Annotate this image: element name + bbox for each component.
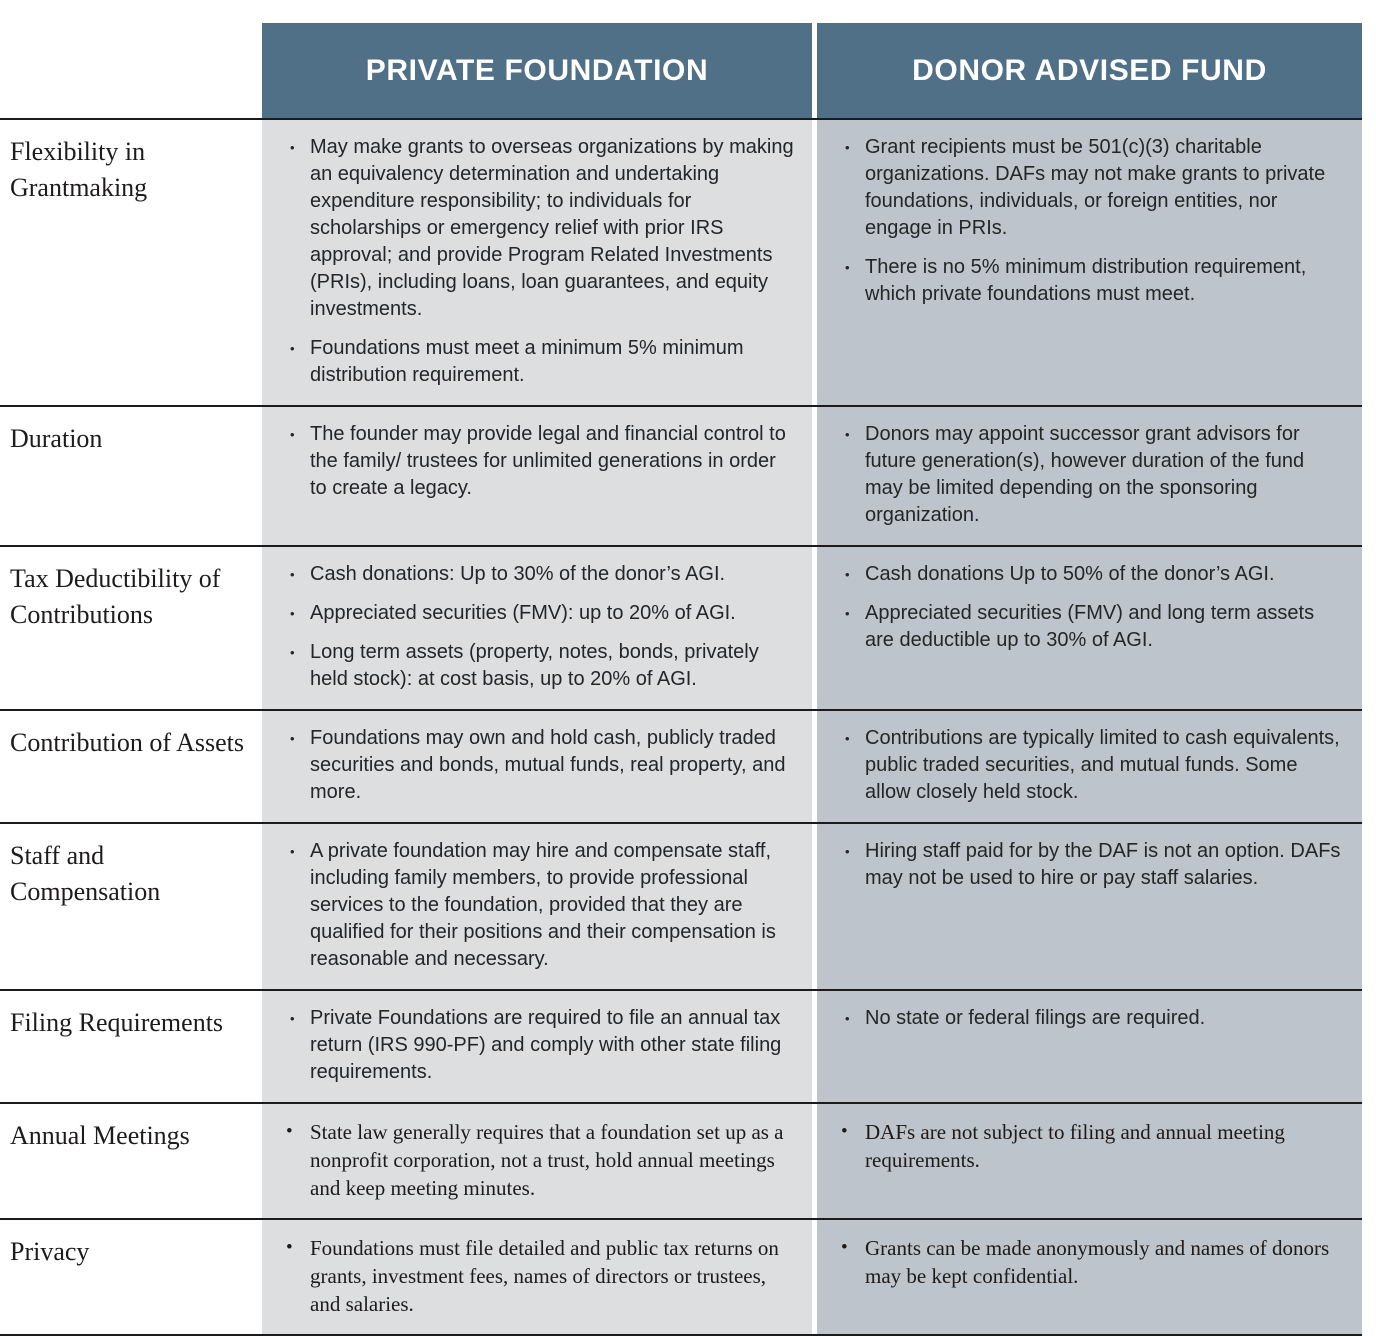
donor-advised-fund-cell [817,1104,1362,1218]
bullet-list [286,561,796,693]
header-donor-advised-fund: DONOR ADVISED FUND [817,23,1362,118]
table-row [0,1218,1362,1334]
table-body [0,118,1362,1336]
bullet-item: • Contributions are typically limited to cash equivalents, public traded securities, and mutual funds. Some allow closely held stock. [841,725,1346,806]
bullet-item: • State law generally requires that a foundation set up as a nonprofit corporation, not a trust, hold annual meetings and keep meeting minutes. [286,1118,796,1202]
table-row [0,822,1362,989]
bullet-list [286,725,796,806]
row-label: Tax Deductibility of Contributions [0,547,262,709]
bullet-item: • May make grants to overseas organizations by making an equivalency determination and undertaking expenditure responsibility; to individuals for scholarships or emergency relief with prior IRS approval; and provide Program Related Investments (PRIs), including loans, loan guarantees, and equity investments. [286,134,796,323]
bullet-item: • Grants can be made anonymously and names of donors may be kept confidential. [841,1234,1346,1290]
table-row [0,709,1362,822]
bullet-list [286,134,796,389]
private-foundation-cell [262,711,812,822]
table-row [0,118,1362,405]
donor-advised-fund-cell [817,824,1362,989]
table-row [0,989,1362,1102]
row-label: Staff and Compensation [0,824,262,989]
bullet-item: • Long term assets (property, notes, bonds, privately held stock): at cost basis, up to 20% of AGI. [286,639,796,693]
table-row [0,405,1362,545]
bullet-list [841,1234,1346,1290]
donor-advised-fund-cell [817,991,1362,1102]
bullet-list [841,421,1346,529]
bullet-list [841,134,1346,308]
bullet-list [841,561,1346,654]
bullet-item: • Hiring staff paid for by the DAF is not an option. DAFs may not be used to hire or pay staff salaries. [841,838,1346,892]
bullet-item: • A private foundation may hire and compensate staff, including family members, to provide professional services to the foundation, provided that they are qualified for their positions and their compensation is reasonable and necessary. [286,838,796,973]
header-spacer [0,23,262,118]
bullet-item: • DAFs are not subject to filing and annual meeting requirements. [841,1118,1346,1174]
bullet-item: • The founder may provide legal and financial control to the family/ trustees for unlimited generations in order to create a legacy. [286,421,796,502]
donor-advised-fund-cell [817,407,1362,545]
row-label: Annual Meetings [0,1104,262,1218]
bullet-item: • Grant recipients must be 501(c)(3) charitable organizations. DAFs may not make grants to private foundations, individuals, or foreign entities, nor engage in PRIs. [841,134,1346,242]
donor-advised-fund-cell [817,120,1362,405]
comparison-table-page [0,23,1376,1316]
donor-advised-fund-cell [817,547,1362,709]
bullet-item: • Foundations may own and hold cash, publicly traded securities and bonds, mutual funds, real property, and more. [286,725,796,806]
bullet-item: • No state or federal filings are required. [841,1005,1346,1032]
private-foundation-cell [262,547,812,709]
bullet-item: • Appreciated securities (FMV) and long term assets are deductible up to 30% of AGI. [841,600,1346,654]
bullet-list [286,1118,796,1202]
row-label: Flexibility in Grantmaking [0,120,262,405]
row-label: Contribution of Assets [0,711,262,822]
table-row [0,1102,1362,1218]
private-foundation-cell [262,1104,812,1218]
bullet-item: • Cash donations Up to 50% of the donor’s AGI. [841,561,1346,588]
row-label: Duration [0,407,262,545]
donor-advised-fund-cell [817,1220,1362,1334]
donor-advised-fund-cell [817,711,1362,822]
bullet-list [286,838,796,973]
bullet-item: • Private Foundations are required to file an annual tax return (IRS 990-PF) and comply with other state filing requirements. [286,1005,796,1086]
bullet-item: • There is no 5% minimum distribution requirement, which private foundations must meet. [841,254,1346,308]
bullet-list [841,838,1346,892]
private-foundation-cell [262,824,812,989]
private-foundation-cell [262,1220,812,1334]
bullet-list [286,421,796,502]
private-foundation-cell [262,991,812,1102]
bullet-list [286,1005,796,1086]
comparison-table [0,23,1362,1336]
bullet-item: • Donors may appoint successor grant advisors for future generation(s), however duration of the fund may be limited depending on the sponsoring organization. [841,421,1346,529]
header-private-foundation: PRIVATE FOUNDATION [262,23,812,118]
private-foundation-cell [262,407,812,545]
bullet-item: • Cash donations: Up to 30% of the donor’s AGI. [286,561,796,588]
private-foundation-cell [262,120,812,405]
bullet-list [286,1234,796,1318]
row-label: Privacy [0,1220,262,1334]
bullet-list [841,1005,1346,1032]
table-row [0,545,1362,709]
row-label: Filing Requirements [0,991,262,1102]
bullet-item: • Foundations must file detailed and public tax returns on grants, investment fees, names of directors or trustees, and salaries. [286,1234,796,1318]
table-header-row [0,23,1362,118]
bullet-item: • Appreciated securities (FMV): up to 20% of AGI. [286,600,796,627]
bullet-list [841,1118,1346,1174]
bullet-list [841,725,1346,806]
bullet-item: • Foundations must meet a minimum 5% minimum distribution requirement. [286,335,796,389]
